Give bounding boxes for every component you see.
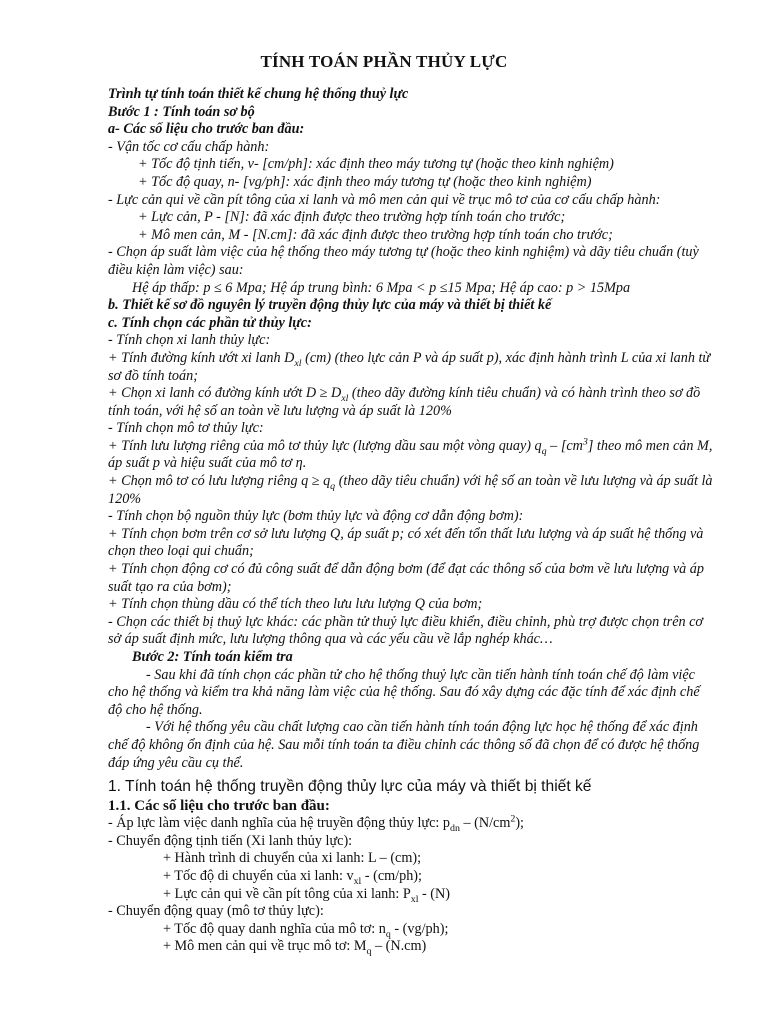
c4-line: - Chọn các thiết bị thuỷ lực khác: các phần tử thuỷ lực điều khiển, điều chỉnh, phù trợ được chọn trên cơ sở áp suất định mức, lưu lượng thông qua và các yếu cầu về lắp nghép khác… [108, 613, 704, 648]
a-heading: a- Các số liệu cho trước ban đầu: [108, 121, 305, 138]
page-title: TÍNH TOÁN PHẦN THỦY LỰC [260, 52, 508, 71]
a3-line: - Chọn áp suất làm việc của hệ thống theo máy tương tự (hoặc theo kinh nghiệm) và dãy tiêu chuẩn (tuỳ điều kiện làm việc) sau: [108, 244, 699, 278]
motor-torque-line: + Mô men cản qui về trục mô tơ: $M_q - (N.cm)$ [163, 938, 427, 958]
c3-1-line: + Tính chọn bơm trên cơ sở lưu lượng Q, áp suất p; có xét đến tổn thất lưu lượng và áp suất hệ thống và chọn theo loại qui chuẩn; [108, 525, 704, 560]
a1-line: - Vận tốc cơ cấu chấp hành: [108, 138, 270, 155]
a1-2-line: + Tốc độ quay, n- [vg/ph]: xác định theo máy tương tự (hoặc theo kinh nghiệm) [138, 173, 592, 190]
a2-line: - Lực cản qui về cần pít tông của xi lanh và mô men cản qui về trục mô tơ của cơ cấu chấp hành: [108, 191, 661, 208]
c2-2-line: + Chọn mô tơ có lưu lượng riêng $q \ge q_q$ (theo dãy tiêu chuẩn) với hệ số an toàn về lưu lượng và áp suất là 120% [108, 473, 713, 507]
section-1 [108, 778, 728, 956]
intro-block [108, 86, 714, 772]
step1-heading: Bước 1 : Tính toán sơ bộ [108, 103, 255, 120]
c2-1-line: + Tính lưu lượng riêng của mô tơ thủy lực (lượng dầu sau một vòng quay) $q_q - [cm^3]$ theo mô men cản M, áp suất p và hiệu suất của mô tơ η. [108, 436, 713, 472]
nominal-pressure-line: - Áp lực làm việc danh nghĩa của hệ truyền động thủy lực: $p_{dn} - (N/cm^2)$; [108, 813, 524, 835]
section-1-1-heading: 1.1. Các số liệu cho trước ban đầu: [108, 797, 330, 814]
c3-2-line: + Tính chọn động cơ có đủ công suất để dẫn động bơm (để đạt các thông số của bơm về lưu lượng và áp suất tạo ra của bơm); [108, 561, 704, 595]
c1-line: - Tính chọn xi lanh thủy lực: [108, 332, 271, 349]
b-heading: b. Thiết kế sơ đồ nguyên lý truyền động thủy lực của máy và thiết bị thiết kế [108, 297, 552, 314]
c1-2-line: + Chọn xi lanh có đường kính ướt $D \ge D_{xl}$ (theo dãy đường kính tiêu chuẩn) và có hành trình theo sơ đồ tính toán, với hệ số an toàn về lưu lượng và áp suất là 120% [108, 385, 701, 419]
step2-paragraph-1: - Sau khi đã tính chọn các phần tử cho hệ thống thuỷ lực cần tiến hành tính toán chế độ làm việc cho hệ thống và kiểm tra khả năng làm việc của hệ thống. Sau đó xây dựng các đặc tính để xác định chế độ cho hệ thống. [108, 666, 700, 718]
section-1-heading: 1. Tính toán hệ thống truyền động thủy lực của máy và thiết bị thiết kế [108, 778, 592, 795]
c3-line: - Tính chọn bộ nguồn thủy lực (bơm thủy lực và động cơ dẫn động bơm): [108, 508, 524, 525]
c-heading: c. Tính chọn các phần tử thủy lực: [108, 314, 312, 331]
step2-heading: Bước 2: Tính toán kiểm tra [132, 649, 293, 665]
step2-paragraph-2: - Với hệ thống yêu cầu chất lượng cao cần tiến hành tính toán động lực học hệ thống để xác định chế độ không ổn định của hệ. Sau mỗi tính toán ta điều chỉnh các thông số đã chọn để có được hệ thống đáp ứng yêu cầu cụ thể. [108, 719, 700, 771]
cylinder-speed-line: + Tốc độ di chuyển của xi lanh: $v_{xl} - (cm/ph)$; [163, 867, 422, 887]
motor-speed-line: + Tốc độ quay danh nghĩa của mô tơ: $n_q - (vg/ph)$; [163, 920, 449, 940]
pressure-ranges-line: Hệ áp thấp: p ≤ 6 Mpa; Hệ áp trung bình: 6 Mpa < p ≤15 Mpa; Hệ áp cao: p > 15Mpa [132, 279, 631, 296]
cylinder-force-line: + Lực cản qui về cần pít tông của xi lanh: $P_{xl} - (N)$ [163, 885, 450, 905]
linear-motion-line: - Chuyển động tịnh tiến (Xi lanh thủy lực): [108, 832, 353, 849]
c3-3-line: + Tính chọn thùng dầu có thể tích theo lưu lưu lượng Q của bơm; [108, 596, 483, 613]
stroke-line: + Hành trình di chuyển của xi lanh: L – (cm); [163, 850, 422, 867]
a2-1-line: + Lực cản, P - [N]: đã xác định được theo trường hợp tính toán cho trước; [138, 209, 566, 226]
intro-heading: Trình tự tính toán thiết kế chung hệ thống thuỷ lực [108, 86, 409, 102]
c1-1-line: + Tính đường kính ướt xi lanh $D_{xl}$ (cm) (theo lực cản P và áp suất p), xác định hành trình L của xi lanh từ sơ đồ tính toán; [108, 349, 711, 384]
a1-1-line: + Tốc độ tịnh tiến, v- [cm/ph]: xác định theo máy tương tự (hoặc theo kinh nghiệm) [138, 156, 614, 173]
a2-2-line: + Mô men cản, M - [N.cm]: đã xác định được theo trường hợp tính toán cho trước; [138, 226, 613, 243]
rotary-motion-line: - Chuyển động quay (mô tơ thủy lực): [108, 903, 324, 920]
c2-line: - Tính chọn mô tơ thủy lực: [108, 420, 264, 437]
